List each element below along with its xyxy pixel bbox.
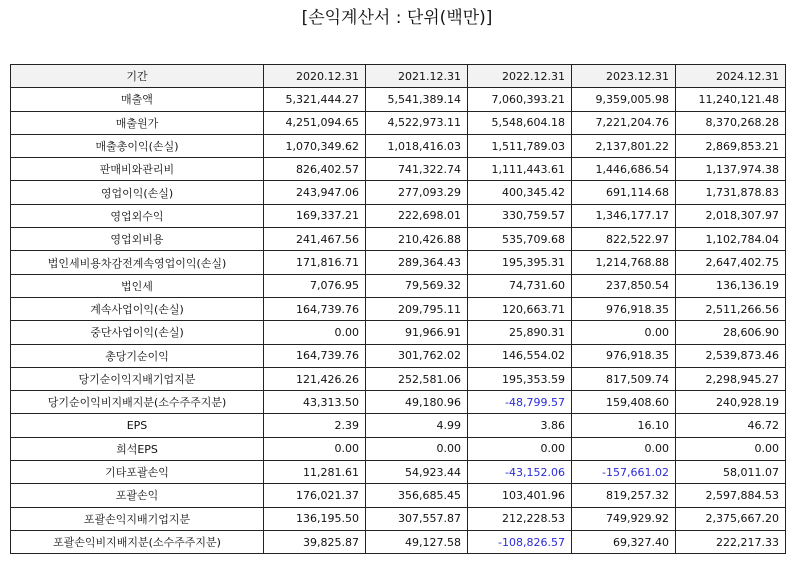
value-cell: 46.72 [676, 414, 786, 437]
value-cell: 121,426.26 [264, 367, 366, 390]
value-cell: 136,136.19 [676, 274, 786, 297]
column-header-2023: 2023.12.31 [572, 65, 676, 88]
value-cell: 240,928.19 [676, 391, 786, 414]
value-cell: 1,214,768.88 [572, 251, 676, 274]
value-cell: 5,548,604.18 [468, 111, 572, 134]
page-title: [손익계산서 : 단위(백만)] [301, 8, 493, 28]
value-cell: 822,522.97 [572, 228, 676, 251]
table-row [11, 530, 786, 553]
value-cell: -43,152.06 [468, 461, 572, 484]
row-label: 포괄손익비지배지분(소수주주지분) [11, 530, 264, 553]
value-cell: 39,825.87 [264, 530, 366, 553]
value-cell: 0.00 [366, 437, 468, 460]
value-cell: 2,869,853.21 [676, 134, 786, 157]
value-cell: 7,076.95 [264, 274, 366, 297]
value-cell: 4.99 [366, 414, 468, 437]
value-cell: 1,070,349.62 [264, 134, 366, 157]
value-cell: 49,180.96 [366, 391, 468, 414]
value-cell: 976,918.35 [572, 297, 676, 320]
value-cell: 136,195.50 [264, 507, 366, 530]
value-cell: 741,322.74 [366, 158, 468, 181]
column-header-2020: 2020.12.31 [264, 65, 366, 88]
value-cell: 164,739.76 [264, 297, 366, 320]
value-cell: 252,581.06 [366, 367, 468, 390]
column-header-2021: 2021.12.31 [366, 65, 468, 88]
value-cell: 1,731,878.83 [676, 181, 786, 204]
table-row [11, 414, 786, 437]
table-row [11, 181, 786, 204]
row-label: 계속사업이익(손실) [11, 297, 264, 320]
column-header-2022: 2022.12.31 [468, 65, 572, 88]
table-row [11, 437, 786, 460]
row-label: 포괄손익지배기업지분 [11, 507, 264, 530]
value-cell: 749,929.92 [572, 507, 676, 530]
value-cell: 0.00 [676, 437, 786, 460]
value-cell: 2,511,266.56 [676, 297, 786, 320]
table-row [11, 507, 786, 530]
value-cell: 222,217.33 [676, 530, 786, 553]
row-label: 당기순이익지배기업지분 [11, 367, 264, 390]
column-header-period: 기간 [11, 65, 264, 88]
value-cell: 0.00 [468, 437, 572, 460]
table-row [11, 321, 786, 344]
value-cell: 2,597,884.53 [676, 484, 786, 507]
table-row [11, 111, 786, 134]
value-cell: 2,298,945.27 [676, 367, 786, 390]
value-cell: 0.00 [264, 437, 366, 460]
row-label: 기타포괄손익 [11, 461, 264, 484]
table-row [11, 344, 786, 367]
value-cell: 164,739.76 [264, 344, 366, 367]
row-label: EPS [11, 414, 264, 437]
value-cell: 535,709.68 [468, 228, 572, 251]
row-label: 영업이익(손실) [11, 181, 264, 204]
row-label: 법인세비용차감전계속영업이익(손실) [11, 251, 264, 274]
value-cell: 691,114.68 [572, 181, 676, 204]
value-cell: 91,966.91 [366, 321, 468, 344]
row-label: 중단사업이익(손실) [11, 321, 264, 344]
row-label: 매출원가 [11, 111, 264, 134]
income-statement-table [10, 64, 786, 554]
row-label: 포괄손익 [11, 484, 264, 507]
value-cell: 69,327.40 [572, 530, 676, 553]
value-cell: 11,281.61 [264, 461, 366, 484]
value-cell: 2,539,873.46 [676, 344, 786, 367]
value-cell: 54,923.44 [366, 461, 468, 484]
value-cell: 4,522,973.11 [366, 111, 468, 134]
value-cell: 0.00 [572, 437, 676, 460]
value-cell: 4,251,094.65 [264, 111, 366, 134]
value-cell: 11,240,121.48 [676, 88, 786, 111]
value-cell: 222,698.01 [366, 204, 468, 227]
value-cell: 2,137,801.22 [572, 134, 676, 157]
value-cell: 277,093.29 [366, 181, 468, 204]
value-cell: 146,554.02 [468, 344, 572, 367]
value-cell: 2,018,307.97 [676, 204, 786, 227]
value-cell: 209,795.11 [366, 297, 468, 320]
value-cell: 307,557.87 [366, 507, 468, 530]
table-row [11, 134, 786, 157]
table-row [11, 367, 786, 390]
value-cell: 195,395.31 [468, 251, 572, 274]
table-row [11, 88, 786, 111]
column-header-2024: 2024.12.31 [676, 65, 786, 88]
value-cell: 5,541,389.14 [366, 88, 468, 111]
table-header-row [11, 65, 786, 88]
value-cell: 2.39 [264, 414, 366, 437]
table-row [11, 251, 786, 274]
value-cell: 159,408.60 [572, 391, 676, 414]
value-cell: 43,313.50 [264, 391, 366, 414]
value-cell: 1,102,784.04 [676, 228, 786, 251]
value-cell: 210,426.88 [366, 228, 468, 251]
table-row [11, 484, 786, 507]
value-cell: 356,685.45 [366, 484, 468, 507]
value-cell: 169,337.21 [264, 204, 366, 227]
value-cell: 330,759.57 [468, 204, 572, 227]
value-cell: 1,137,974.38 [676, 158, 786, 181]
value-cell: 976,918.35 [572, 344, 676, 367]
value-cell: 1,446,686.54 [572, 158, 676, 181]
value-cell: 7,221,204.76 [572, 111, 676, 134]
value-cell: 817,509.74 [572, 367, 676, 390]
value-cell: 243,947.06 [264, 181, 366, 204]
value-cell: 176,021.37 [264, 484, 366, 507]
value-cell: 8,370,268.28 [676, 111, 786, 134]
row-label: 영업외수익 [11, 204, 264, 227]
row-label: 매출액 [11, 88, 264, 111]
value-cell: 25,890.31 [468, 321, 572, 344]
value-cell: 1,346,177.17 [572, 204, 676, 227]
value-cell: 5,321,444.27 [264, 88, 366, 111]
table-row [11, 228, 786, 251]
value-cell: 16.10 [572, 414, 676, 437]
value-cell: -48,799.57 [468, 391, 572, 414]
table-row [11, 274, 786, 297]
value-cell: 171,816.71 [264, 251, 366, 274]
row-label: 법인세 [11, 274, 264, 297]
value-cell: 49,127.58 [366, 530, 468, 553]
row-label: 판매비와관리비 [11, 158, 264, 181]
value-cell: 3.86 [468, 414, 572, 437]
value-cell: 195,353.59 [468, 367, 572, 390]
value-cell: 79,569.32 [366, 274, 468, 297]
value-cell: -157,661.02 [572, 461, 676, 484]
value-cell: 58,011.07 [676, 461, 786, 484]
row-label: 매출총이익(손실) [11, 134, 264, 157]
table-row [11, 158, 786, 181]
value-cell: 212,228.53 [468, 507, 572, 530]
value-cell: 237,850.54 [572, 274, 676, 297]
value-cell: 1,111,443.61 [468, 158, 572, 181]
value-cell: 2,375,667.20 [676, 507, 786, 530]
value-cell: 74,731.60 [468, 274, 572, 297]
value-cell: -108,826.57 [468, 530, 572, 553]
table-row [11, 391, 786, 414]
value-cell: 0.00 [264, 321, 366, 344]
table-row [11, 297, 786, 320]
row-label: 영업외비용 [11, 228, 264, 251]
value-cell: 400,345.42 [468, 181, 572, 204]
value-cell: 103,401.96 [468, 484, 572, 507]
value-cell: 7,060,393.21 [468, 88, 572, 111]
row-label: 총당기순이익 [11, 344, 264, 367]
value-cell: 241,467.56 [264, 228, 366, 251]
value-cell: 2,647,402.75 [676, 251, 786, 274]
value-cell: 0.00 [572, 321, 676, 344]
value-cell: 1,511,789.03 [468, 134, 572, 157]
value-cell: 819,257.32 [572, 484, 676, 507]
value-cell: 28,606.90 [676, 321, 786, 344]
value-cell: 120,663.71 [468, 297, 572, 320]
value-cell: 9,359,005.98 [572, 88, 676, 111]
value-cell: 289,364.43 [366, 251, 468, 274]
table-row [11, 461, 786, 484]
value-cell: 301,762.02 [366, 344, 468, 367]
row-label: 희석EPS [11, 437, 264, 460]
value-cell: 826,402.57 [264, 158, 366, 181]
table-body [11, 88, 786, 554]
row-label: 당기순이익비지배지분(소수주주지분) [11, 391, 264, 414]
value-cell: 1,018,416.03 [366, 134, 468, 157]
table-row [11, 204, 786, 227]
